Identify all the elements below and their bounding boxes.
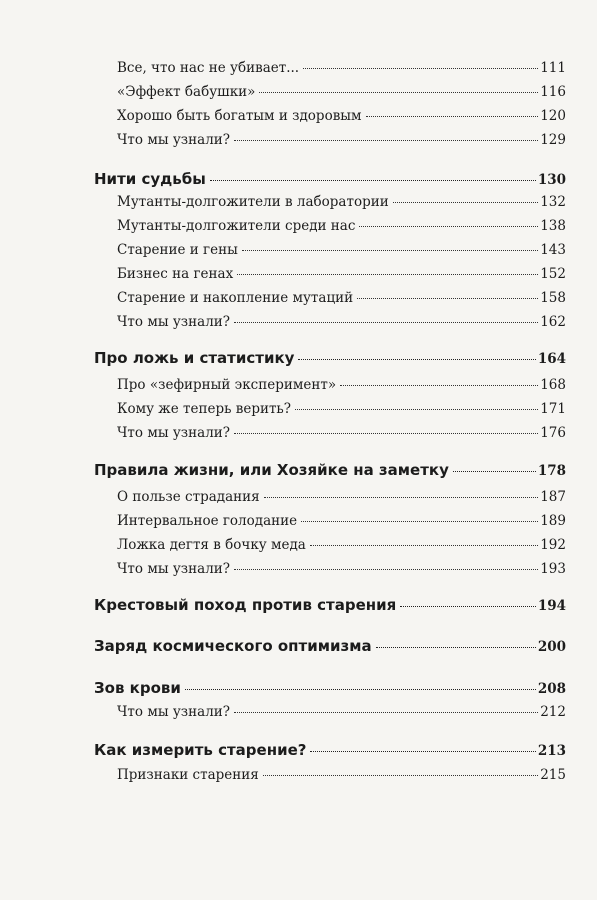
- dot-leader: [357, 298, 538, 299]
- dot-leader: [234, 433, 538, 434]
- toc-page-number: 208: [537, 681, 566, 697]
- toc-page-number: 200: [537, 639, 566, 655]
- toc-page-number: 194: [537, 598, 566, 614]
- toc-page-number: 213: [537, 743, 566, 759]
- toc-title: Старение и гены: [117, 242, 238, 258]
- toc-section: [117, 218, 566, 236]
- toc-title: Крестовый поход против старения: [94, 596, 397, 614]
- toc-title: Заряд космического оптимизма: [94, 637, 372, 655]
- toc-title: Все, что нас не убивает...: [117, 60, 300, 76]
- toc-section: [117, 489, 566, 507]
- toc-title: Про ложь и статистику: [94, 349, 295, 367]
- toc-title: Как измерить старение?: [94, 741, 307, 759]
- dot-leader: [234, 322, 538, 323]
- toc-section: [117, 425, 566, 443]
- dot-leader: [234, 712, 538, 713]
- toc-page-number: 164: [537, 351, 566, 367]
- toc-page-number: 143: [540, 242, 566, 258]
- toc-title: Что мы узнали?: [117, 704, 231, 720]
- dot-leader: [237, 274, 538, 275]
- toc-section: [117, 537, 566, 555]
- toc-chapter: [94, 679, 566, 699]
- toc-page-number: 193: [540, 561, 566, 577]
- toc-title: Что мы узнали?: [117, 561, 231, 577]
- toc-section: [117, 513, 566, 531]
- toc-title: Признаки старения: [117, 767, 259, 783]
- dot-leader: [393, 202, 539, 203]
- dot-leader: [340, 385, 538, 386]
- toc-page-number: 111: [540, 60, 566, 76]
- toc-page-number: 132: [540, 194, 566, 210]
- dot-leader: [298, 359, 535, 360]
- toc-page-number: 176: [540, 425, 566, 441]
- dot-leader: [259, 92, 538, 93]
- toc-title: Про «зефирный эксперимент»: [117, 377, 337, 393]
- toc-page-number: 168: [540, 377, 566, 393]
- toc-title: Что мы узнали?: [117, 132, 231, 148]
- toc-section: [117, 290, 566, 308]
- toc-chapter: [94, 741, 566, 761]
- toc-page-number: 192: [540, 537, 566, 553]
- toc-title: Бизнес на генах: [117, 266, 234, 282]
- toc-section: [117, 84, 566, 102]
- toc-page-number: 189: [540, 513, 566, 529]
- toc-page-number: 178: [537, 463, 566, 479]
- toc-section: [117, 561, 566, 579]
- dot-leader: [453, 471, 536, 472]
- toc-section: [117, 242, 566, 260]
- toc-section: [117, 266, 566, 284]
- toc-section: [117, 401, 566, 419]
- toc-section: [117, 194, 566, 212]
- toc-title: Нити судьбы: [94, 170, 206, 188]
- toc-title: Хорошо быть богатым и здоровым: [117, 108, 362, 124]
- toc-page-number: 187: [540, 489, 566, 505]
- dot-leader: [295, 409, 538, 410]
- toc-chapter: [94, 596, 566, 616]
- dot-leader: [210, 180, 536, 181]
- toc-title: Что мы узнали?: [117, 425, 231, 441]
- toc-title: Что мы узнали?: [117, 314, 231, 330]
- toc-title: Мутанты-долгожители в лаборатории: [117, 194, 389, 210]
- toc-chapter: [94, 461, 566, 481]
- dot-leader: [234, 569, 538, 570]
- toc-title: Интервальное голодание: [117, 513, 298, 529]
- toc-chapter: [94, 349, 566, 369]
- toc-section: [117, 60, 566, 78]
- toc-page-number: 120: [540, 108, 566, 124]
- toc-page-number: 215: [540, 767, 566, 783]
- toc-page-number: 212: [540, 704, 566, 720]
- toc-title: Старение и накопление мутаций: [117, 290, 354, 306]
- toc-page-number: 129: [540, 132, 566, 148]
- toc-page-number: 138: [540, 218, 566, 234]
- dot-leader: [242, 250, 538, 251]
- dot-leader: [400, 606, 536, 607]
- toc-page-number: 152: [540, 266, 566, 282]
- toc-title: «Эффект бабушки»: [117, 84, 256, 100]
- dot-leader: [234, 140, 538, 141]
- toc-title: Правила жизни, или Хозяйке на заметку: [94, 461, 449, 479]
- dot-leader: [301, 521, 538, 522]
- toc-chapter: [94, 170, 566, 190]
- toc-title: О пользе страдания: [117, 489, 260, 505]
- toc-section: [117, 767, 566, 785]
- dot-leader: [310, 545, 538, 546]
- toc-title: Мутанты-долгожители среди нас: [117, 218, 356, 234]
- dot-leader: [264, 497, 539, 498]
- dot-leader: [376, 647, 536, 648]
- toc-chapter: [94, 637, 566, 657]
- toc-page-number: 130: [537, 172, 566, 188]
- toc-title: Кому же теперь верить?: [117, 401, 292, 417]
- toc-title: Зов крови: [94, 679, 181, 697]
- dot-leader: [310, 751, 535, 752]
- toc-page-number: 158: [540, 290, 566, 306]
- dot-leader: [303, 68, 538, 69]
- toc-section: [117, 108, 566, 126]
- toc-section: [117, 314, 566, 332]
- toc-title: Ложка дегтя в бочку меда: [117, 537, 306, 553]
- dot-leader: [366, 116, 539, 117]
- toc-section: [117, 704, 566, 722]
- toc-page-number: 171: [540, 401, 566, 417]
- toc-page-number: 116: [540, 84, 566, 100]
- dot-leader: [263, 775, 538, 776]
- toc-page-number: 162: [540, 314, 566, 330]
- dot-leader: [185, 689, 536, 690]
- toc-section: [117, 132, 566, 150]
- dot-leader: [359, 226, 538, 227]
- toc-section: [117, 377, 566, 395]
